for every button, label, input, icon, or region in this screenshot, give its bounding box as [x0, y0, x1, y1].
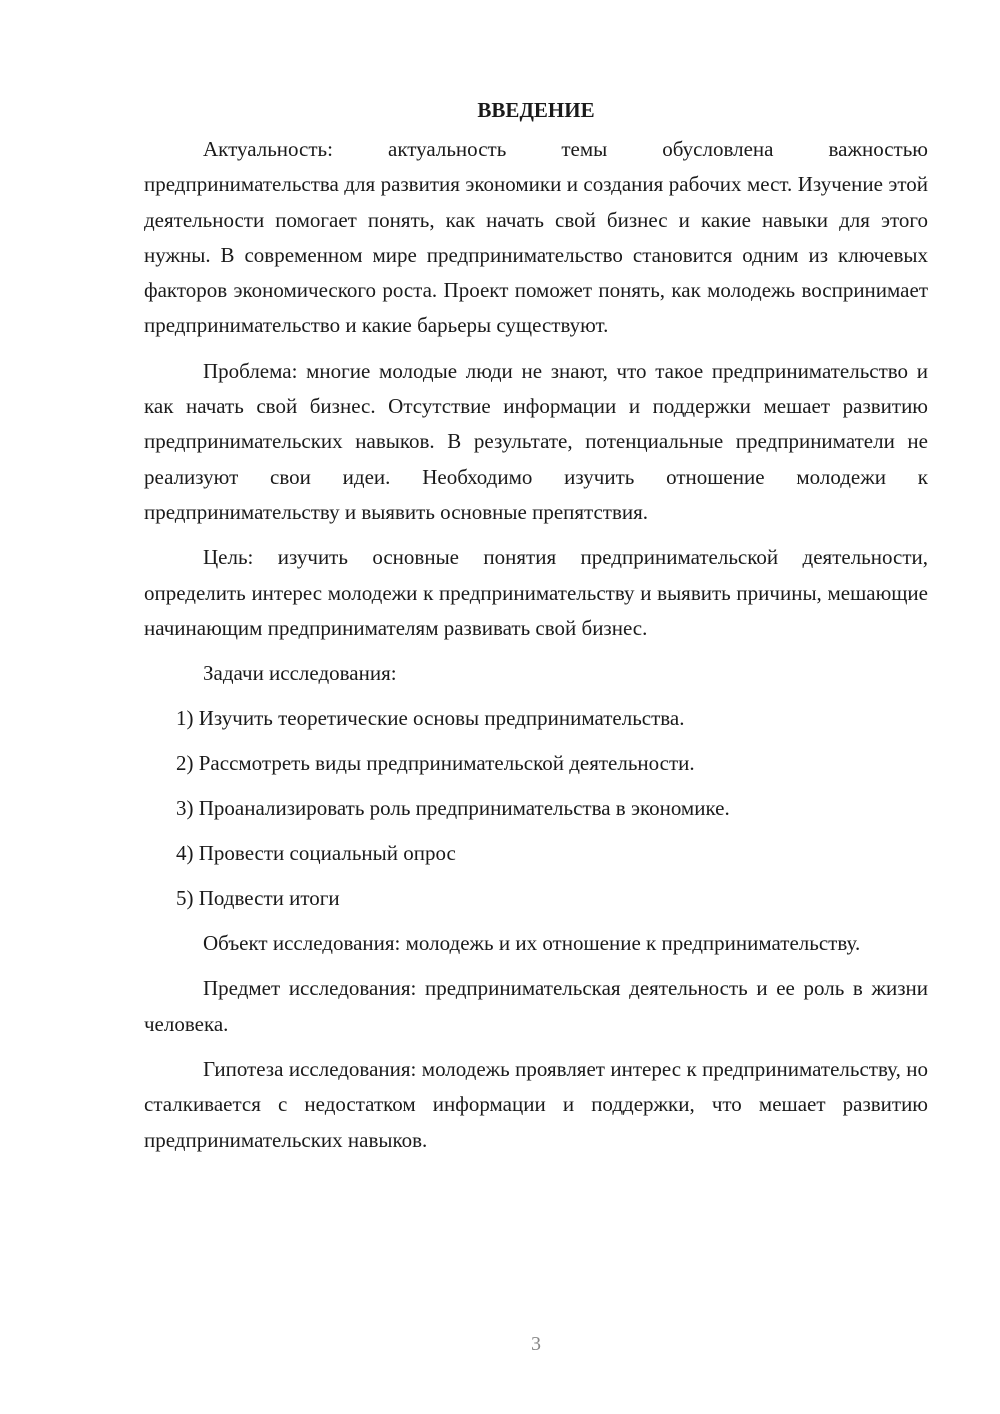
paragraph-problem: Проблема: многие молодые люди не знают, что такое предпринимательство и как начать свой бизнес. Отсутствие информации и поддержки мешает развитию предпринимательских навыков. В результате, потенциальные предприниматели не реализуют свои идеи. Необходимо изучить отношение молодежи к предпринимательству и выявить основные препятствия.: [144, 358, 928, 524]
paragraph-hypothesis: Гипотеза исследования: молодежь проявляет интерес к предпринимательству, но сталкивается с недостатком информации и поддержки, что мешает развитию предпринимательских навыков.: [144, 1057, 928, 1152]
paragraph-subject: Предмет исследования: предпринимательская деятельность и ее роль в жизни человека.: [144, 976, 928, 1036]
paragraph-object: Объект исследования: молодежь и их отношение к предпринимательству.: [203, 931, 861, 956]
page-title: ВВЕДЕНИЕ: [477, 98, 595, 122]
task-item: 2) Рассмотреть виды предпринимательской деятельности.: [176, 751, 695, 776]
task-item: 1) Изучить теоретические основы предпринимательства.: [176, 706, 685, 731]
paragraph-goal: Цель: изучить основные понятия предпринимательской деятельности, определить интерес молодежи к предпринимательству и выявить причины, мешающие начинающим предпринимателям развивать свой бизнес.: [144, 545, 928, 640]
task-item: 5) Подвести итоги: [176, 886, 340, 911]
page-number: 3: [531, 1333, 541, 1355]
task-item: 4) Провести социальный опрос: [176, 841, 456, 866]
document-page: [144, 92, 928, 1168]
tasks-heading: Задачи исследования:: [203, 661, 397, 686]
paragraph-relevance: Актуальность: актуальность темы обусловлена важностью предпринимательства для развития экономики и создания рабочих мест. Изучение этой деятельности помогает понять, как начать свой бизнес и какие навыки для этого нужны. В современном мире предпринимательство становится одним из ключевых факторов экономического роста. Проект поможет понять, как молодежь воспринимает предпринимательство и какие барьеры существуют.: [144, 137, 928, 338]
task-item: 3) Проанализировать роль предпринимательства в экономике.: [176, 796, 730, 821]
task-list: [144, 701, 928, 916]
